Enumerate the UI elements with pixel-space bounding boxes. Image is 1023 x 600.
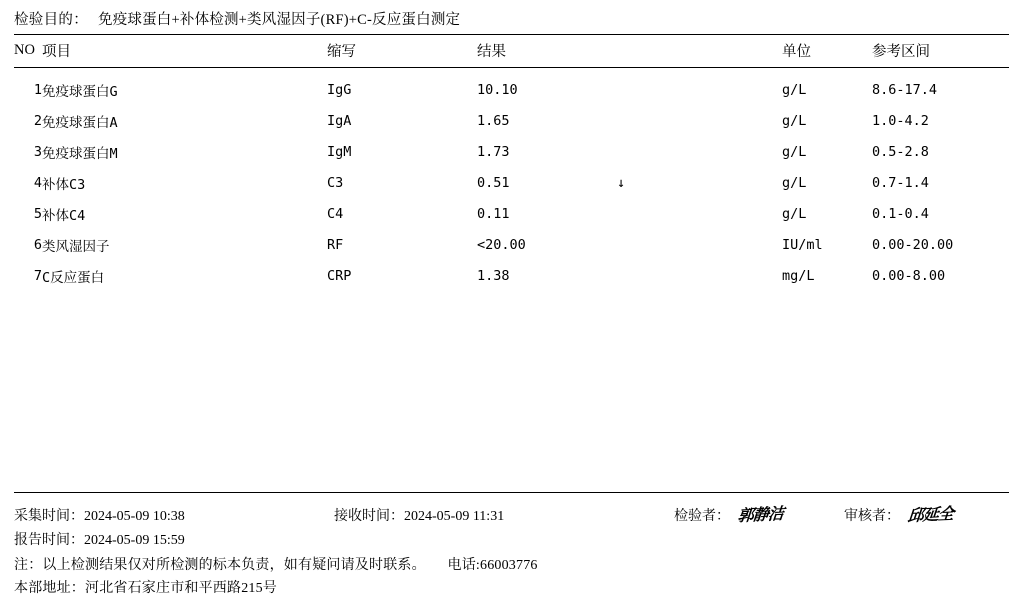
table-row [14,229,1009,260]
column-header-no: NO [14,42,35,58]
row-reference: 0.1-0.4 [872,205,929,222]
row-abbr: IgM [327,143,352,160]
row-flag [617,74,782,105]
row-result: 10.10 [477,81,518,98]
row-unit: IU/ml [782,236,823,253]
footer-note-text: 注：以上检测结果仅对所检测的标本负责，如有疑问请及时联系。 [14,558,426,573]
reviewer-signature: 邱延全 [906,505,954,526]
row-result: 0.51 [477,174,510,191]
row-reference: 1.0-4.2 [872,112,929,129]
tester-signature: 郭静洁 [736,505,784,526]
report-time-value: 2024-05-09 15:59 [84,533,185,548]
table-row [14,167,1009,198]
table-row [14,74,1009,105]
row-abbr: IgG [327,81,352,98]
row-result: <20.00 [477,236,526,253]
row-unit: mg/L [782,267,815,284]
row-result: 1.73 [477,143,510,160]
row-no: 3 [33,143,42,160]
collect-time-label: 采集时间： [14,509,84,524]
row-unit: g/L [782,174,807,191]
row-item-name: 免疫球蛋白M [42,145,118,162]
tester-label: 检验者： [674,509,730,524]
row-no: 6 [33,236,42,253]
report-footer [14,492,1009,600]
footer-divider [14,492,1009,493]
exam-purpose-value: 免疫球蛋白+补体检测+类风湿因子(RF)+C-反应蛋白测定 [98,12,461,28]
results-table [14,35,1009,67]
row-flag [617,229,782,260]
tester-block [674,502,844,525]
table-header-divider [14,67,1009,68]
reviewer-label: 审核者： [844,509,900,524]
column-header-result: 结果 [477,44,506,60]
footer-note-row [14,551,1009,575]
top-edge-fragment [470,0,479,11]
row-reference: 0.5-2.8 [872,143,929,160]
footer-address: 本部地址：河北省石家庄市和平西路215号 [14,581,277,596]
receive-time-label: 接收时间： [334,509,404,524]
row-unit: g/L [782,143,807,160]
row-abbr: CRP [327,267,352,284]
column-header-reference: 参考区间 [872,44,930,60]
table-row [14,198,1009,229]
collect-time-value: 2024-05-09 10:38 [84,509,185,524]
row-no: 1 [33,81,42,98]
row-no: 2 [33,112,42,129]
footer-report-time-row [14,527,1009,551]
row-flag [617,105,782,136]
row-result: 1.38 [477,267,510,284]
row-unit: g/L [782,112,807,129]
row-unit: g/L [782,81,807,98]
row-reference: 8.6-17.4 [872,81,938,98]
row-reference: 0.7-1.4 [872,174,929,191]
collect-time-block [14,505,334,525]
row-reference: 0.00-20.00 [872,236,954,253]
row-reference: 0.00-8.00 [872,267,946,284]
receive-time-block [334,505,674,525]
reviewer-block [844,502,953,525]
exam-purpose-label: 检验目的： [14,12,88,28]
column-header-item: 项目 [42,44,71,60]
results-table-head [14,35,1009,67]
row-item-name: C反应蛋白 [42,269,105,286]
column-header-abbr: 缩写 [327,44,356,60]
column-header-flag [617,35,782,67]
footer-phone: 电话:66003776 [447,558,538,573]
row-flag-low: ↓ [617,174,626,191]
row-abbr: C3 [327,174,344,191]
row-item-name: 类风湿因子 [42,238,110,255]
exam-purpose-line [14,0,1009,29]
row-abbr: RF [327,236,344,253]
table-row [14,260,1009,291]
row-item-name: 免疫球蛋白A [42,114,118,131]
row-no: 5 [33,205,42,222]
row-flag [617,198,782,229]
row-flag [617,136,782,167]
results-table-body-wrap [14,74,1009,291]
table-header-row [14,35,1009,67]
report-time-label: 报告时间： [14,533,84,548]
row-no: 7 [33,267,42,284]
row-item-name: 补体C3 [42,176,86,193]
row-result: 1.65 [477,112,510,129]
row-flag [617,260,782,291]
row-abbr: C4 [327,205,344,222]
row-abbr: IgA [327,112,352,129]
report-time-block [14,529,334,549]
column-header-unit: 单位 [782,44,811,60]
row-item-name: 免疫球蛋白G [42,83,118,100]
row-result: 0.11 [477,205,510,222]
table-row [14,136,1009,167]
table-row [14,105,1009,136]
row-unit: g/L [782,205,807,222]
row-no: 4 [33,174,42,191]
receive-time-value: 2024-05-09 11:31 [404,509,505,524]
row-item-name: 补体C4 [42,207,86,224]
results-table-body [14,74,1009,291]
footer-times-row [14,500,1009,527]
